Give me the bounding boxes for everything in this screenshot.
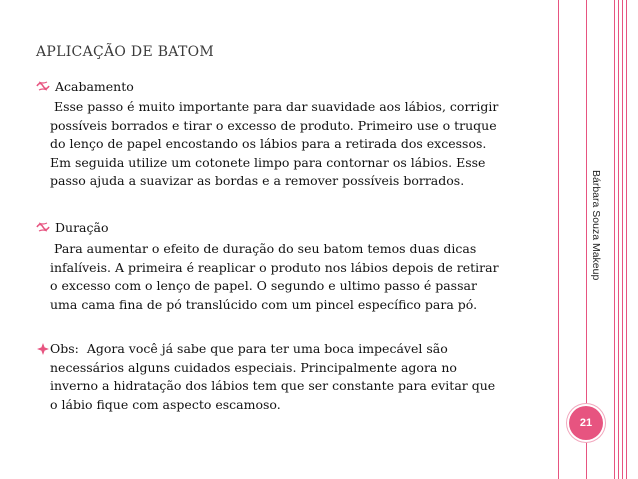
- text-line: Obs: Agora você já sabe que para ter uma boca impecável são: [50, 341, 448, 356]
- text-line: Esse passo é muito importante para dar suavidade aos lábios, corrigir: [50, 99, 499, 114]
- slide-title: APLICAÇÃO DE BATOM: [36, 44, 215, 60]
- text-line: Em seguida utilize um cotonete limpo para contornar os lábios. Esse: [50, 154, 486, 170]
- decorative-line: [618, 0, 619, 479]
- star-bullet-icon: [36, 342, 50, 356]
- text-line: infalíveis. A primeira é reaplicar o produto nos lábios depois de retirar: [50, 259, 499, 275]
- text-line: o lábio fique com aspecto escamoso.: [50, 396, 281, 412]
- page-number-badge: 21: [569, 406, 603, 440]
- bullet-heading-duracao: Duração: [55, 220, 109, 235]
- bullet-text-acabamento: [50, 98, 498, 191]
- bullet-heading-acabamento: Acabamento: [55, 79, 134, 94]
- decorative-line: [614, 0, 615, 479]
- side-label: Bárbara Souza Makeup: [590, 170, 602, 281]
- decorative-line: [626, 0, 627, 479]
- bullet-text-obs: [50, 340, 495, 414]
- decorative-line: [558, 0, 559, 479]
- decorative-line: [622, 0, 623, 479]
- text-line: passo ajuda a suavizar as bordas e a remover possíveis borrados.: [50, 173, 465, 188]
- text-line: possíveis borrados e tirar o excesso de produto. Primeiro use o truque: [50, 117, 497, 133]
- flourish-bullet-icon: [36, 220, 50, 234]
- text-line: Para aumentar o efeito de duração do seu batom temos duas dicas: [50, 241, 477, 256]
- text-line: do lenço de papel encostando os lábios para a retirada dos excessos.: [50, 136, 487, 151]
- text-line: necessários alguns cuidados especiais. Principalmente agora no: [50, 359, 457, 375]
- text-line: inverno a hidratação dos lábios tem que ser constante para evitar que: [50, 378, 496, 393]
- bullet-text-duracao: [50, 240, 499, 314]
- text-line: o excesso com o lenço de papel. O segundo e ultimo passo é passar: [50, 278, 477, 293]
- text-line: uma cama fina de pó translúcido com um pincel específico para pó.: [50, 296, 478, 312]
- flourish-bullet-icon: [36, 79, 50, 93]
